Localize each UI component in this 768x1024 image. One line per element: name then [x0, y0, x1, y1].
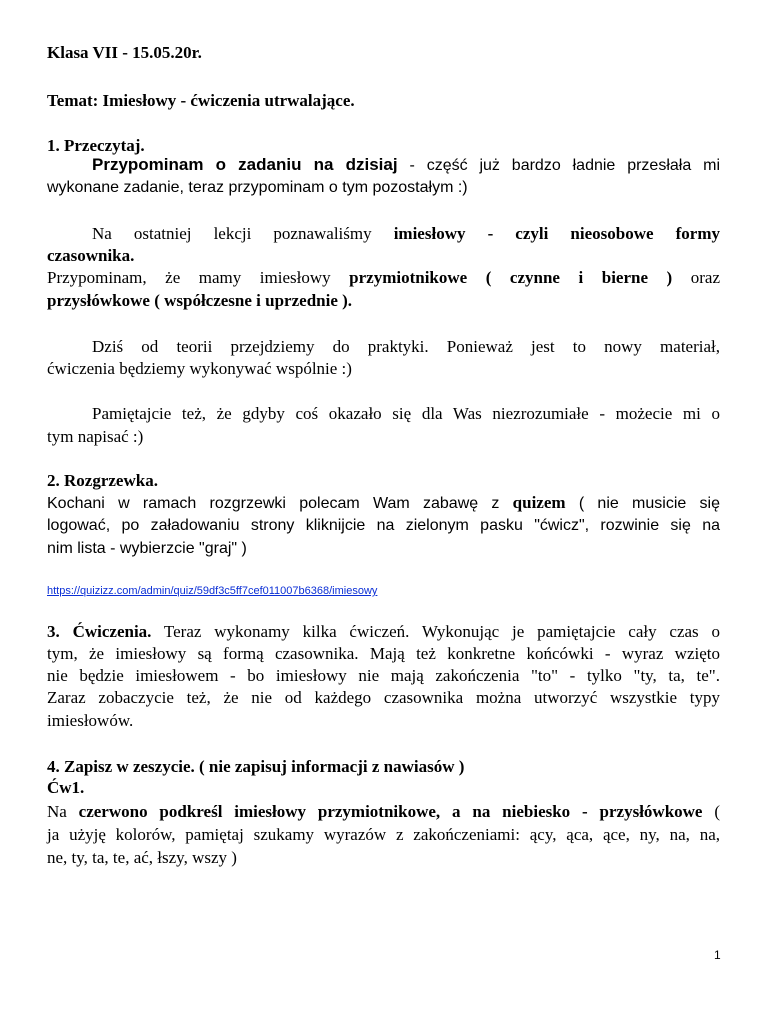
- section1-para3-line1: Przypominam, że mamy imiesłowy przymiotnikowe ( czynne i bierne ) oraz: [47, 268, 720, 287]
- section1-para3-line2: przysłówkowe ( współczesne i uprzednie ).: [47, 291, 353, 310]
- section1-para1-line1: Przypominam o zadaniu na dzisiaj - część już bardzo ładnie przesłała mi: [92, 155, 720, 174]
- section2-line3: nim lista - wybierzcie "graj" ): [47, 540, 247, 557]
- quiz-link[interactable]: https://quizizz.com/admin/quiz/59df3c5ff7cef011007b6368/imiesowy: [47, 585, 378, 597]
- section1-para5-line1: Pamiętajcie też, że gdyby coś okazało się dla Was niezrozumiałe - możecie mi o: [92, 404, 720, 423]
- section2-line2: logować, po załadowaniu strony kliknijcie na zielonym pasku "ćwicz", rozwinie się na: [47, 517, 720, 534]
- section3-line5: imiesłowów.: [47, 711, 134, 730]
- page-number: 1: [714, 948, 721, 962]
- section1-para4-line2: ćwiczenia będziemy wykonywać wspólnie :): [47, 359, 352, 378]
- section2-heading: 2. Rozgrzewka.: [47, 471, 158, 490]
- section1-para2-line2: czasownika.: [47, 246, 135, 265]
- section1-para2-line1: Na ostatniej lekcji poznawaliśmy imiesłowy - czyli nieosobowe formy: [92, 224, 720, 243]
- section4-line1: Na czerwono podkreśl imiesłowy przymiotnikowe, a na niebiesko - przysłówkowe (: [47, 802, 720, 821]
- section1-heading: 1. Przeczytaj.: [47, 136, 145, 155]
- section2-line1: Kochani w ramach rozgrzewki polecam Wam zabawę z quizem ( nie musicie się: [47, 493, 720, 512]
- section1-para5-line2: tym napisać :): [47, 427, 144, 446]
- section4-line2: ja użyję kolorów, pamiętaj szukamy wyrazów z zakończeniami: ący, ąca, ące, ny, na, na,: [47, 825, 720, 844]
- section1-para4-line1: Dziś od teorii przejdziemy do praktyki. Ponieważ jest to nowy materiał,: [92, 337, 720, 356]
- section4-line3: ne, ty, ta, te, ać, łszy, wszy ): [47, 848, 237, 867]
- section3-line2: tym, że imiesłowy są formą czasownika. Mają też konkretne końcówki - wyraz wzięto: [47, 644, 720, 663]
- class-date: Klasa VII - 15.05.20r.: [47, 43, 202, 62]
- lesson-topic: Temat: Imiesłowy - ćwiczenia utrwalające.: [47, 91, 355, 110]
- section1-para1-line2: wykonane zadanie, teraz przypominam o tym pozostałym :): [47, 179, 468, 196]
- section3-line1: 3. Ćwiczenia. Teraz wykonamy kilka ćwiczeń. Wykonując je pamiętajcie cały czas o: [47, 622, 720, 641]
- section4-heading: 4. Zapisz w zeszycie. ( nie zapisuj informacji z nawiasów ): [47, 757, 465, 776]
- exercise-label: Ćw1.: [47, 778, 85, 797]
- section3-line4: Zaraz zobaczycie też, że nie od każdego czasownika można utworzyć wszystkie typy: [47, 688, 720, 707]
- section3-line3: nie będzie imiesłowem - bo imiesłowy nie mają zakończenia "to" - tylko "ty, ta, te".: [47, 666, 720, 685]
